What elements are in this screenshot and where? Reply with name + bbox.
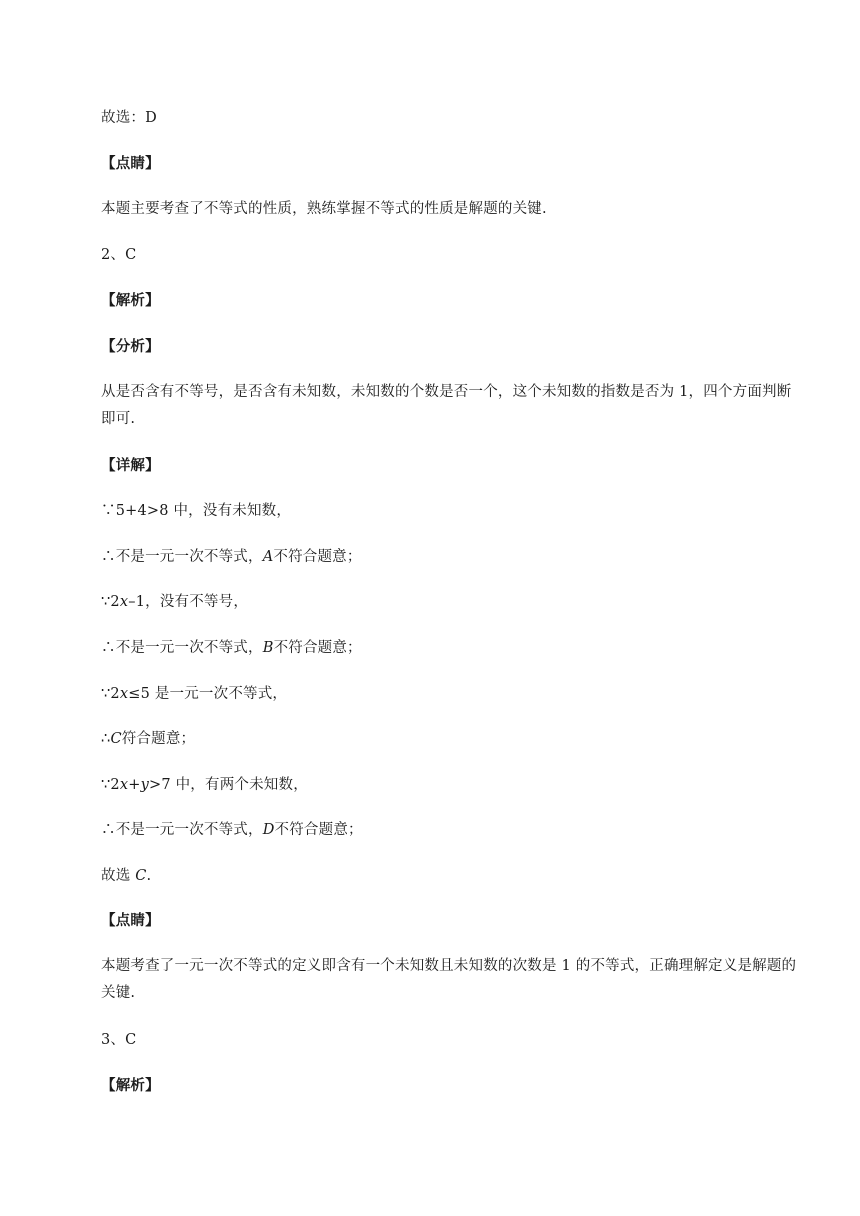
section-heading-jiexi: 【解析】 [101, 292, 160, 309]
step-text: ∴ [101, 731, 111, 747]
step-line-8 [101, 820, 363, 840]
variable: y [140, 777, 150, 793]
step-text: 符合题意； [121, 731, 196, 747]
step-text: ∴不是一元一次不等式， [101, 822, 263, 838]
section-heading-xiangjie: 【详解】 [101, 457, 160, 474]
step-text: 不符合题意； [273, 640, 362, 656]
step-text: 不符合题意； [273, 549, 362, 565]
answer-line-1: 故选：D [101, 110, 157, 126]
paragraph-summary-1: 本题主要考查了不等式的性质，熟练掌握不等式的性质是解题的关键. [101, 201, 547, 217]
step-line-1: ∵5+4>8 中，没有未知数， [101, 503, 292, 519]
step-text: ≤5 是一元一次不等式， [128, 686, 288, 702]
question-number-3: 3、C [101, 1032, 137, 1048]
variable: x [119, 594, 129, 610]
step-text: ∴不是一元一次不等式， [101, 549, 263, 565]
variable: x [119, 686, 129, 702]
option-letter: D [262, 822, 275, 838]
section-heading-jiexi-2: 【解析】 [101, 1077, 160, 1094]
option-letter: C [110, 731, 122, 747]
step-line-6 [101, 729, 195, 749]
variable: x [119, 777, 129, 793]
section-heading-fenxi: 【分析】 [101, 338, 160, 355]
step-text: ∵2 [101, 686, 120, 702]
step-line-2 [101, 547, 362, 567]
question-number-2: 2、C [101, 247, 137, 263]
step-text: ∵2 [101, 777, 120, 793]
paragraph-summary-2: 本题考查了一元一次不等式的定义即含有一个未知数且未知数的次数是 1 的不等式，正确理解定义是解题的关键. [101, 958, 797, 1001]
step-text: –1，没有不等号， [128, 594, 249, 610]
step-text: ∵2 [101, 594, 120, 610]
step-text: ∴不是一元一次不等式， [101, 640, 263, 656]
step-line-7 [101, 775, 308, 795]
step-text: . [146, 868, 152, 884]
option-letter: C [135, 868, 147, 884]
step-line-4 [101, 638, 362, 658]
step-text: >7 中，有两个未知数， [149, 777, 308, 793]
step-line-3 [101, 592, 248, 612]
step-text: + [128, 777, 141, 793]
option-letter: A [262, 549, 274, 565]
step-text: 故选 [101, 868, 136, 884]
section-heading-dianjing-2: 【点睛】 [101, 912, 160, 929]
answer-line-2 [101, 866, 151, 886]
step-text: 不符合题意； [274, 822, 363, 838]
paragraph-analysis: 从是否含有不等号，是否含有未知数，未知数的个数是否一个，这个未知数的指数是否为 1，四个方面判断即可. [101, 384, 792, 427]
section-heading-dianjing: 【点睛】 [101, 155, 160, 172]
option-letter: B [262, 640, 274, 656]
step-line-5 [101, 684, 287, 704]
